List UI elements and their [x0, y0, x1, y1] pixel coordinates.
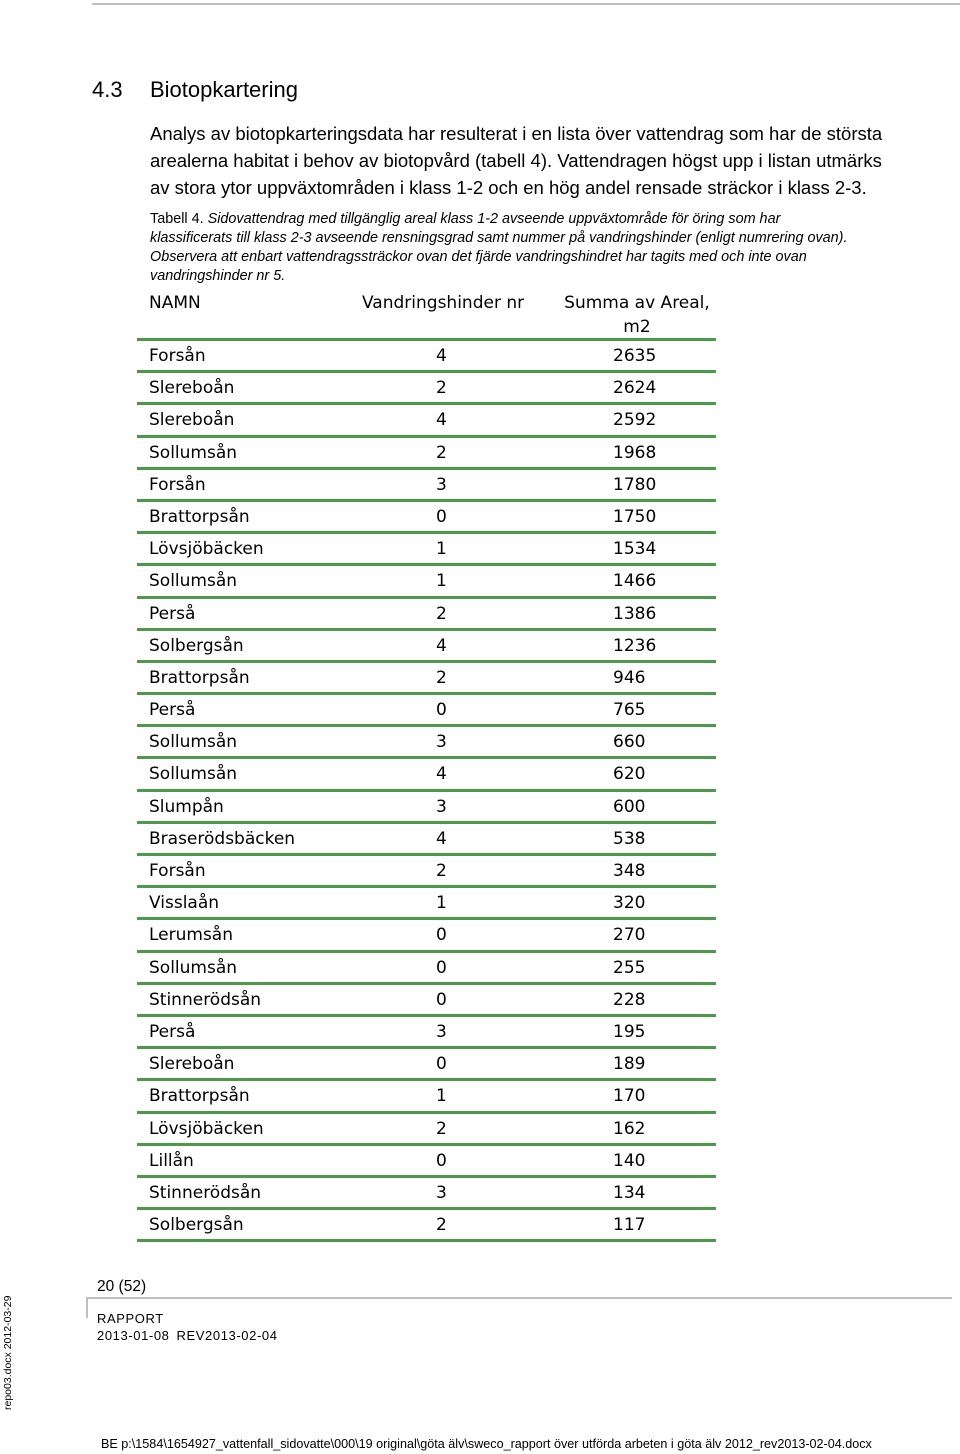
cell-area: 189	[613, 1054, 646, 1075]
cell-vandringshinder: 3	[436, 474, 447, 495]
table-row	[137, 373, 716, 405]
caption-line: vandringshinder nr 5.	[150, 268, 286, 284]
footer-rule	[86, 1297, 952, 1299]
cell-vandringshinder: 0	[436, 700, 447, 721]
file-path: BE p:\1584\1654927_vattenfall_sidovatte\000\19 original\göta älv\sweco_rapport över utförda arbeten i göta älv 2012_rev2013-02-04.docx	[101, 1437, 872, 1451]
caption-line: Observera att enbart vattendragssträckor ovan det fjärde vandringshindret har tagits med och inte ovan	[150, 249, 807, 265]
table-row	[137, 341, 716, 373]
table-row	[137, 631, 716, 663]
document-dates	[97, 1328, 278, 1343]
document-revision: REV2013-02-04	[176, 1328, 278, 1343]
cell-vandringshinder: 2	[436, 861, 447, 881]
cell-area: 195	[613, 1021, 646, 1042]
cell-area: 228	[613, 989, 646, 1010]
table-row	[137, 502, 716, 534]
cell-vandringshinder: 4	[436, 764, 447, 785]
cell-area: 1968	[613, 442, 657, 463]
cell-vandringshinder: 4	[436, 635, 447, 656]
table-row	[137, 985, 716, 1017]
section-title: Biotopkartering	[150, 77, 298, 102]
cell-name: Visslaån	[149, 893, 220, 914]
cell-name: Sollumsån	[149, 732, 238, 753]
cell-name: Brattorpsån	[149, 667, 250, 688]
cell-name: Slereboån	[149, 1054, 235, 1075]
cell-area: 320	[613, 893, 646, 914]
cell-name: Braserödsbäcken	[149, 828, 296, 849]
header-area	[537, 291, 737, 339]
cell-area: 2592	[613, 410, 657, 431]
table-row	[137, 1146, 716, 1178]
table-row	[137, 759, 716, 791]
cell-vandringshinder: 0	[436, 1150, 447, 1171]
cell-name: Perså	[149, 700, 196, 721]
cell-vandringshinder: 1	[436, 571, 447, 592]
intro-paragraph	[150, 120, 958, 201]
cell-vandringshinder: 4	[436, 828, 447, 849]
table-row	[137, 534, 716, 566]
cell-vandringshinder: 3	[436, 1182, 447, 1203]
cell-name: Forsån	[149, 474, 206, 495]
cell-vandringshinder: 0	[436, 506, 447, 527]
table-row	[137, 856, 716, 888]
cell-name: Forsån	[149, 346, 206, 366]
table-row	[137, 727, 716, 759]
header-area-line1: Summa av Areal,	[564, 293, 710, 313]
cell-vandringshinder: 0	[436, 1054, 447, 1075]
table-row	[137, 792, 716, 824]
table-row	[137, 953, 716, 985]
cell-vandringshinder: 2	[436, 1215, 447, 1236]
cell-vandringshinder: 2	[436, 603, 447, 624]
cell-area: 538	[613, 828, 646, 849]
header-vandringshinder: Vandringshinder nr	[362, 293, 525, 313]
table-row	[137, 695, 716, 727]
cell-area: 1466	[613, 571, 657, 592]
cell-vandringshinder: 3	[436, 732, 447, 753]
table-body	[137, 341, 716, 1242]
cell-vandringshinder: 3	[436, 796, 447, 817]
cell-name: Brattorpsån	[149, 1086, 250, 1107]
cell-area: 620	[613, 764, 646, 785]
data-table	[137, 288, 716, 1242]
caption-text: Sidovattendrag med tillgänglig areal klass 1-2 avseende uppväxtområde för öring som har	[207, 211, 781, 227]
cell-area: 140	[613, 1150, 646, 1171]
table-caption	[150, 210, 950, 286]
template-info: repo03.docx 2012-03-29	[2, 1295, 14, 1410]
table-row	[137, 566, 716, 598]
header-area-line2: m2	[623, 317, 651, 337]
cell-area: 170	[613, 1086, 646, 1107]
table-row	[137, 1017, 716, 1049]
cell-name: Stinnerödsån	[149, 989, 262, 1010]
header-rule	[92, 3, 960, 5]
cell-area: 946	[613, 667, 646, 688]
cell-vandringshinder: 0	[436, 957, 447, 978]
cell-vandringshinder: 4	[436, 410, 447, 431]
table-row	[137, 1210, 716, 1242]
cell-name: Slereboån	[149, 378, 235, 399]
table-row	[137, 920, 716, 952]
caption-line: klassificerats till klass 2-3 avseende rensningsgrad samt nummer på vandringshinder (enligt numrering ovan).	[150, 230, 848, 246]
cell-name: Sollumsån	[149, 442, 238, 463]
cell-name: Sollumsån	[149, 571, 238, 592]
cell-area: 600	[613, 796, 646, 817]
table-row	[137, 1178, 716, 1210]
cell-vandringshinder: 4	[436, 346, 447, 366]
intro-line: Analys av biotopkarteringsdata har resulterat i en lista över vattendrag som har de största	[150, 123, 883, 144]
cell-name: Forsån	[149, 861, 206, 881]
cell-area: 1534	[613, 539, 657, 560]
cell-name: Slumpån	[149, 796, 224, 817]
footer-tick	[86, 1297, 88, 1318]
table-row	[137, 405, 716, 437]
table-row	[137, 599, 716, 631]
cell-name: Solbergsån	[149, 1215, 244, 1236]
cell-vandringshinder: 1	[436, 539, 447, 560]
cell-vandringshinder: 1	[436, 893, 447, 914]
cell-vandringshinder: 2	[436, 667, 447, 688]
cell-name: Lövsjöbäcken	[149, 539, 264, 560]
cell-vandringshinder: 0	[436, 989, 447, 1010]
table-row	[137, 663, 716, 695]
cell-area: 255	[613, 957, 646, 978]
table-row	[137, 824, 716, 856]
table-row	[137, 1081, 716, 1113]
cell-name: Perså	[149, 1021, 196, 1042]
document-date: 2013-01-08	[97, 1328, 170, 1343]
cell-area: 117	[613, 1215, 646, 1236]
intro-line: av stora ytor uppväxtområden i klass 1-2 och en hög andel rensade sträckor i klass 2-3.	[150, 177, 867, 198]
caption-label: Tabell 4.	[150, 211, 204, 227]
cell-area: 2624	[613, 378, 657, 399]
cell-vandringshinder: 1	[436, 1086, 447, 1107]
cell-name: Sollumsån	[149, 764, 238, 785]
cell-area: 162	[613, 1118, 646, 1139]
document-type: RAPPORT	[97, 1311, 164, 1326]
section-heading	[92, 77, 298, 103]
cell-vandringshinder: 2	[436, 378, 447, 399]
cell-vandringshinder: 0	[436, 925, 447, 946]
table-row	[137, 470, 716, 502]
cell-area: 134	[613, 1182, 646, 1203]
cell-vandringshinder: 2	[436, 1118, 447, 1139]
cell-name: Perså	[149, 603, 196, 624]
section-number: 4.3	[92, 77, 123, 102]
cell-area: 348	[613, 861, 646, 881]
cell-area: 765	[613, 700, 646, 721]
cell-name: Brattorpsån	[149, 506, 250, 527]
header-name: NAMN	[149, 293, 201, 313]
table-header	[137, 288, 716, 341]
cell-name: Sollumsån	[149, 957, 238, 978]
table-row	[137, 1049, 716, 1081]
cell-area: 2635	[613, 346, 657, 366]
table-row	[137, 888, 716, 920]
cell-name: Lövsjöbäcken	[149, 1118, 264, 1139]
cell-vandringshinder: 3	[436, 1021, 447, 1042]
cell-area: 1780	[613, 474, 657, 495]
cell-name: Stinnerödsån	[149, 1182, 262, 1203]
cell-area: 270	[613, 925, 646, 946]
caption-line	[150, 210, 950, 229]
cell-name: Lerumsån	[149, 925, 234, 946]
cell-area: 1386	[613, 603, 657, 624]
cell-area: 1236	[613, 635, 657, 656]
cell-name: Solbergsån	[149, 635, 244, 656]
cell-name: Lillån	[149, 1150, 194, 1171]
table-row	[137, 438, 716, 470]
cell-area: 1750	[613, 506, 657, 527]
page-number: 20 (52)	[97, 1278, 147, 1295]
cell-name: Slereboån	[149, 410, 235, 431]
cell-area: 660	[613, 732, 646, 753]
cell-vandringshinder: 2	[436, 442, 447, 463]
table-row	[137, 1114, 716, 1146]
intro-line: arealerna habitat i behov av biotopvård (tabell 4). Vattendragen högst upp i listan utmärks	[150, 150, 882, 171]
